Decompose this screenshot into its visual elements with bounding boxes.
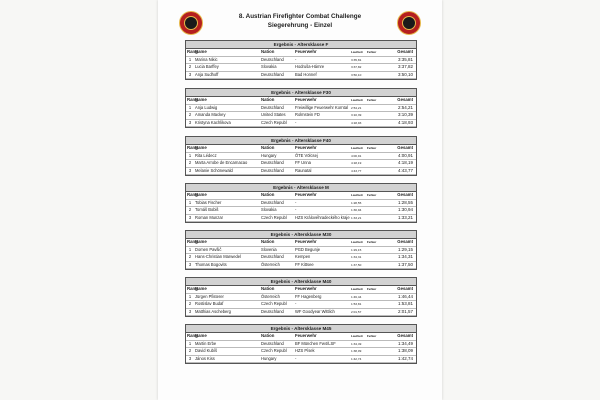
run-time-cell: 3:37,82 <box>350 64 366 72</box>
header-run-time: Laufzeit <box>350 239 366 246</box>
header-penalty: Fehler <box>366 145 380 152</box>
run-time-cell: 4:43,77 <box>350 167 366 175</box>
nation-cell: Czech Republ <box>260 214 294 222</box>
name-cell: Domen Pavšič <box>194 246 260 254</box>
rank-cell: 1 <box>186 246 194 254</box>
table-row <box>186 340 416 348</box>
header-brigade: Feuerwehr <box>294 145 350 152</box>
total-time-cell: 1:37,50 <box>380 261 416 269</box>
header-brigade: Feuerwehr <box>294 286 350 293</box>
table-header-row <box>186 239 416 246</box>
table-row <box>186 160 416 168</box>
results-table <box>186 192 416 222</box>
rank-cell: 3 <box>186 71 194 79</box>
rank-cell: 2 <box>186 301 194 309</box>
header-name: Name <box>194 333 260 340</box>
header-nation: Nation <box>260 192 294 199</box>
brigade-cell: Kempen <box>294 254 350 262</box>
run-time-cell: 3:35,81 <box>350 56 366 64</box>
name-cell: Melanie Schönewald <box>194 167 260 175</box>
penalty-cell <box>366 355 380 363</box>
header-brigade: Feuerwehr <box>294 239 350 246</box>
section-title: Ergebnis - Altersklasse M <box>186 184 416 192</box>
penalty-cell <box>366 112 380 120</box>
header-nation: Nation <box>260 145 294 152</box>
name-cell: Rostislav Budaf <box>194 301 260 309</box>
rank-cell: 2 <box>186 348 194 356</box>
header-nation: Nation <box>260 97 294 104</box>
brigade-cell: - <box>294 301 350 309</box>
nation-cell: Czech Republ <box>260 348 294 356</box>
run-time-cell: 1:33,21 <box>350 214 366 222</box>
brigade-cell: FF Kittsee <box>294 261 350 269</box>
penalty-cell <box>366 119 380 127</box>
run-time-cell: 1:53,81 <box>350 301 366 309</box>
results-section <box>185 324 417 364</box>
section-title: Ergebnis - Altersklasse M40 <box>186 278 416 286</box>
nation-cell: Deutschland <box>260 254 294 262</box>
header-name: Name <box>194 145 260 152</box>
nation-cell: Deutschland <box>260 340 294 348</box>
penalty-cell <box>366 308 380 316</box>
nation-cell: Slovakia <box>260 64 294 72</box>
header-penalty: Fehler <box>366 49 380 56</box>
brigade-cell: HZS Královéhradeckého kraje <box>295 214 350 220</box>
table-row <box>186 199 416 207</box>
nation-cell: Czech Republ <box>260 301 294 309</box>
name-cell: Jürgen Pfisterer <box>194 293 260 301</box>
name-cell: János Kiss <box>194 355 260 363</box>
table-row <box>186 261 416 269</box>
total-time-cell: 3:35,81 <box>380 56 416 64</box>
penalty-cell <box>366 246 380 254</box>
penalty-cell <box>366 199 380 207</box>
rank-cell: 2 <box>186 207 194 215</box>
name-cell: Lucia Barffey <box>194 64 260 72</box>
table-row <box>186 301 416 309</box>
name-cell: Roman Munzar <box>194 214 260 222</box>
header-total: Gesamt <box>380 192 416 199</box>
total-time-cell: 3:10,39 <box>380 112 416 120</box>
name-cell: Tobias Fischer <box>194 199 260 207</box>
header-total: Gesamt <box>380 333 416 340</box>
table-row <box>186 308 416 316</box>
brigade-cell: PGD Begunje <box>294 246 350 254</box>
run-time-cell: 2:01,57 <box>350 308 366 316</box>
header-penalty: Fehler <box>366 239 380 246</box>
brigade-cell: Rolmstein FD <box>294 112 350 120</box>
table-row <box>186 167 416 175</box>
results-section <box>185 230 417 270</box>
rank-cell: 2 <box>186 112 194 120</box>
run-time-cell: 1:46,44 <box>350 293 366 301</box>
run-time-cell: 1:30,94 <box>350 207 366 215</box>
table-row <box>186 355 416 363</box>
run-time-cell: 4:18,19 <box>350 160 366 168</box>
header-nation: Nation <box>260 49 294 56</box>
total-time-cell: 1:53,81 <box>380 301 416 309</box>
nation-cell: Deutschland <box>260 56 294 64</box>
header-name: Name <box>194 49 260 56</box>
section-title: Ergebnis - Altersklasse F30 <box>186 89 416 97</box>
total-time-cell: 1:29,15 <box>380 246 416 254</box>
header-rank: Rang <box>187 49 198 54</box>
total-time-cell: 1:38,09 <box>380 348 416 356</box>
brigade-cell: Hodruša-Hámre <box>294 64 350 72</box>
total-time-cell: 1:28,55 <box>380 199 416 207</box>
results-section <box>185 277 417 317</box>
table-row <box>186 71 416 79</box>
run-time-cell: 4:00,91 <box>350 152 366 160</box>
penalty-cell <box>366 214 380 222</box>
header-brigade: Feuerwehr <box>294 49 350 56</box>
table-row <box>186 152 416 160</box>
brigade-cell: FF Hagenberg <box>294 293 350 301</box>
penalty-cell <box>366 301 380 309</box>
penalty-cell <box>366 64 380 72</box>
page-title <box>158 12 442 30</box>
penalty-cell <box>366 261 380 269</box>
rank-cell: 3 <box>186 167 194 175</box>
header-brigade: Feuerwehr <box>294 97 350 104</box>
brigade-cell: FF Unna <box>294 160 350 168</box>
rank-cell: 3 <box>186 261 194 269</box>
run-time-cell: 2:54,21 <box>350 104 366 112</box>
header-nation: Nation <box>260 286 294 293</box>
rank-cell: 1 <box>186 56 194 64</box>
nation-cell: Slovenia <box>260 246 294 254</box>
name-cell: Amanda Mackey <box>194 112 260 120</box>
name-cell: David Kubíš <box>194 348 260 356</box>
results-sheet <box>158 0 442 400</box>
table-row <box>186 207 416 215</box>
table-row <box>186 214 416 222</box>
name-cell: Marina Nikic <box>194 56 260 64</box>
brigade-cell: - <box>294 355 350 363</box>
header-penalty: Fehler <box>366 97 380 104</box>
table-row <box>186 104 416 112</box>
total-time-cell: 1:34,49 <box>380 340 416 348</box>
header-name: Name <box>194 97 260 104</box>
nation-cell: Deutschland <box>260 308 294 316</box>
nation-cell: Hungary <box>260 355 294 363</box>
header-total: Gesamt <box>380 239 416 246</box>
brigade-cell: WF Goodyear Wittlich <box>294 308 350 316</box>
penalty-cell <box>366 104 380 112</box>
brigade-cell: Bad Honnef <box>294 71 350 79</box>
penalty-cell <box>366 348 380 356</box>
section-title: Ergebnis - Altersklasse F <box>186 41 416 49</box>
total-time-cell: 2:01,57 <box>380 308 416 316</box>
header-rank: Rang <box>187 192 198 197</box>
table-row <box>186 119 416 127</box>
results-section <box>185 136 417 176</box>
total-time-cell: 4:18,19 <box>380 160 416 168</box>
rank-cell: 3 <box>186 355 194 363</box>
header-rank: Rang <box>187 333 198 338</box>
header-rank: Rang <box>187 97 198 102</box>
header-total: Gesamt <box>380 49 416 56</box>
name-cell: Anja Sudhoff <box>194 71 260 79</box>
name-cell: Thomas Bogovits <box>194 261 260 269</box>
brigade-cell: - <box>294 199 350 207</box>
total-time-cell: 3:50,10 <box>380 71 416 79</box>
run-time-cell: 4:18,93 <box>350 119 366 127</box>
section-title: Ergebnis - Altersklasse M45 <box>186 325 416 333</box>
header-total: Gesamt <box>380 97 416 104</box>
table-row <box>186 112 416 120</box>
header-rank: Rang <box>187 239 198 244</box>
nation-cell: Deutschland <box>260 104 294 112</box>
table-row <box>186 293 416 301</box>
total-time-cell: 4:00,91 <box>380 152 416 160</box>
header-total: Gesamt <box>380 145 416 152</box>
header-rank: Rang <box>187 286 198 291</box>
penalty-cell <box>366 56 380 64</box>
header-name: Name <box>194 192 260 199</box>
header-nation: Nation <box>260 333 294 340</box>
table-header-row <box>186 49 416 56</box>
header-nation: Nation <box>260 239 294 246</box>
header-run-time: Laufzeit <box>350 49 366 56</box>
nation-cell: Slovakia <box>260 207 294 215</box>
penalty-cell <box>366 152 380 160</box>
total-time-cell: 1:33,21 <box>380 214 416 222</box>
total-time-cell: 2:54,21 <box>380 104 416 112</box>
total-time-cell: 1:46,44 <box>380 293 416 301</box>
nation-cell: Deutschland <box>260 71 294 79</box>
run-time-cell: 1:42,74 <box>350 355 366 363</box>
table-header-row <box>186 192 416 199</box>
brigade-cell: - <box>294 207 350 215</box>
run-time-cell: 3:50,10 <box>350 71 366 79</box>
header-run-time: Laufzeit <box>350 97 366 104</box>
results-table <box>186 145 416 175</box>
section-title: Ergebnis - Altersklasse M30 <box>186 231 416 239</box>
penalty-cell <box>366 207 380 215</box>
header-penalty: Fehler <box>366 333 380 340</box>
total-time-cell: 4:43,77 <box>380 167 416 175</box>
rank-cell: 3 <box>186 119 194 127</box>
total-time-cell: 3:37,82 <box>380 64 416 72</box>
header-penalty: Fehler <box>366 286 380 293</box>
run-time-cell: 1:28,55 <box>350 199 366 207</box>
table-header-row <box>186 97 416 104</box>
brigade-cell: HZS Písek <box>294 348 350 356</box>
name-cell: Anja Ludwig <box>194 104 260 112</box>
run-time-cell: 3:10,39 <box>350 112 366 120</box>
brigade-cell: - <box>294 56 350 64</box>
header-total: Gesamt <box>380 286 416 293</box>
results-table <box>186 239 416 269</box>
name-cell: Matthias Ascheberg <box>194 308 260 316</box>
section-title: Ergebnis - Altersklasse F40 <box>186 137 416 145</box>
header-brigade: Feuerwehr <box>294 333 350 340</box>
table-header-row <box>186 145 416 152</box>
header-run-time: Laufzeit <box>350 145 366 152</box>
header-run-time: Laufzeit <box>350 192 366 199</box>
brigade-cell: Raunatal <box>294 167 350 175</box>
nation-cell: Österreich <box>260 293 294 301</box>
header-run-time: Laufzeit <box>350 333 366 340</box>
penalty-cell <box>366 293 380 301</box>
rank-cell: 1 <box>186 199 194 207</box>
header-run-time: Laufzeit <box>350 286 366 293</box>
rank-cell: 2 <box>186 64 194 72</box>
header-name: Name <box>194 239 260 246</box>
header-penalty: Fehler <box>366 192 380 199</box>
brigade-cell: Freiwillige Feuerwehr Korntal <box>295 104 349 110</box>
run-time-cell: 1:34,49 <box>350 340 366 348</box>
nation-cell: Czech Republ <box>260 119 294 127</box>
name-cell: Martin Erbe <box>194 340 260 348</box>
total-time-cell: 4:18,93 <box>380 119 416 127</box>
rank-cell: 1 <box>186 340 194 348</box>
title-line-2: Siegerehrung - Einzel <box>267 22 333 29</box>
penalty-cell <box>366 160 380 168</box>
penalty-cell <box>366 254 380 262</box>
run-time-cell: 1:29,15 <box>350 246 366 254</box>
table-row <box>186 254 416 262</box>
brigade-cell: BF München Fw4/LSF <box>294 340 350 348</box>
name-cell: Hans-Christian Marwedel <box>194 254 260 262</box>
total-time-cell: 1:42,74 <box>380 355 416 363</box>
results-table <box>186 333 416 363</box>
penalty-cell <box>366 71 380 79</box>
rank-cell: 1 <box>186 293 194 301</box>
run-time-cell: 1:34,31 <box>350 254 366 262</box>
run-time-cell: 1:37,50 <box>350 261 366 269</box>
results-section <box>185 88 417 128</box>
rank-cell: 1 <box>186 152 194 160</box>
nation-cell: Österreich <box>260 261 294 269</box>
name-cell: Tomáš Bobiš <box>194 207 260 215</box>
nation-cell: Deutschland <box>260 167 294 175</box>
header-brigade: Feuerwehr <box>294 192 350 199</box>
header-name: Name <box>194 286 260 293</box>
nation-cell: Deutschland <box>260 199 294 207</box>
nation-cell: Hungary <box>260 152 294 160</box>
rank-cell: 3 <box>186 308 194 316</box>
brigade-cell: - <box>294 119 350 127</box>
total-time-cell: 1:30,94 <box>380 207 416 215</box>
rank-cell: 2 <box>186 160 194 168</box>
table-row <box>186 56 416 64</box>
rank-cell: 3 <box>186 214 194 222</box>
results-section <box>185 40 417 80</box>
results-table <box>186 97 416 127</box>
table-row <box>186 348 416 356</box>
results-table <box>186 49 416 79</box>
table-row <box>186 64 416 72</box>
run-time-cell: 1:38,09 <box>350 348 366 356</box>
title-line-1: 8. Austrian Firefighter Combat Challenge <box>238 13 362 20</box>
table-header-row <box>186 286 416 293</box>
name-cell: Marta Arrobe de Encarnacao <box>194 160 260 168</box>
total-time-cell: 1:34,31 <box>380 254 416 262</box>
brigade-cell: ÖTE Völcsej <box>294 152 350 160</box>
nation-cell: Deutschland <box>260 160 294 168</box>
rank-cell: 2 <box>186 254 194 262</box>
name-cell: Kristyna Kachlikova <box>194 119 260 127</box>
results-table <box>186 286 416 316</box>
header-rank: Rang <box>187 145 198 150</box>
table-header-row <box>186 333 416 340</box>
penalty-cell <box>366 340 380 348</box>
rank-cell: 1 <box>186 104 194 112</box>
name-cell: Rita Lédecz <box>194 152 260 160</box>
results-section <box>185 183 417 223</box>
table-row <box>186 246 416 254</box>
nation-cell: United States <box>260 112 294 120</box>
penalty-cell <box>366 167 380 175</box>
